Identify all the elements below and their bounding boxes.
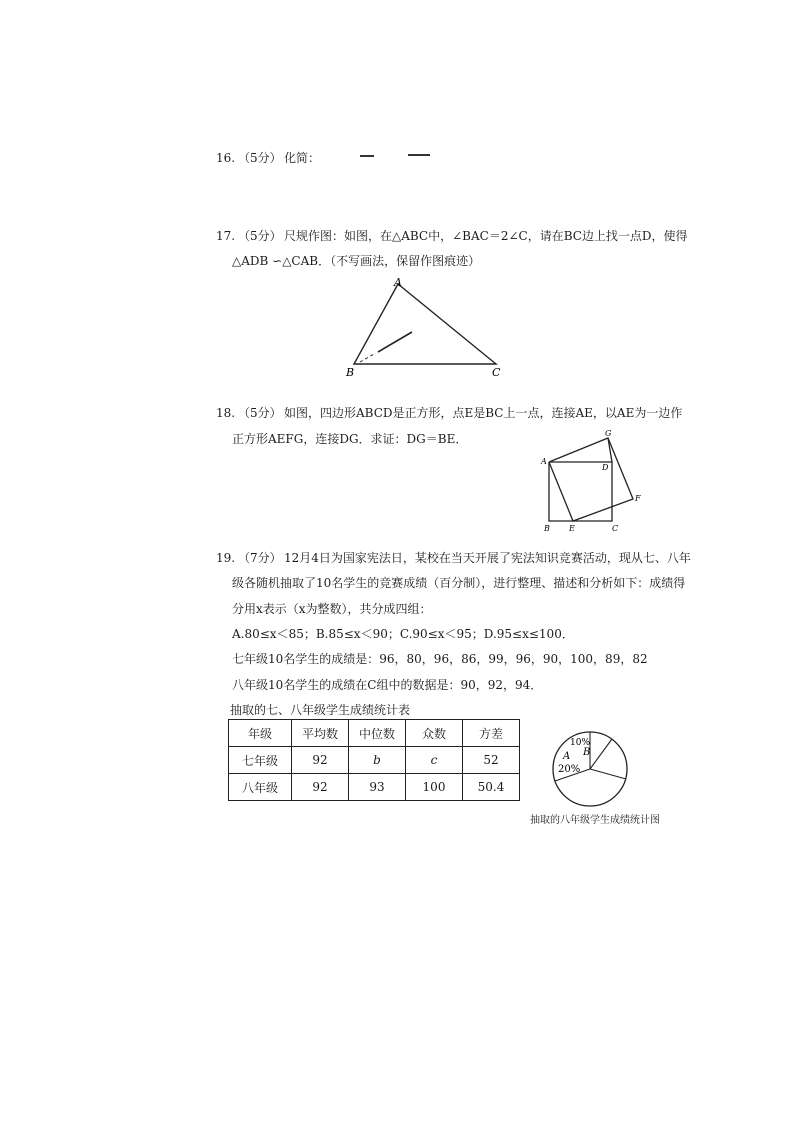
pie-caption: 抽取的八年级学生成绩统计图 bbox=[530, 815, 660, 826]
table-header-cell: 年级 bbox=[229, 720, 292, 747]
q16-number: 16. bbox=[216, 151, 236, 165]
q18-line1: 如图，四边形ABCD是正方形，点E是BC上一点，连接AE，以AE为一边作 bbox=[284, 406, 683, 420]
q19-grade8-c-group: 八年级10名学生的成绩在C组中的数据是：90，92，94． bbox=[232, 678, 543, 692]
q17-points: （5分） bbox=[238, 229, 282, 243]
table-cell: 八年级 bbox=[229, 774, 292, 801]
point-label-g: G bbox=[605, 429, 612, 438]
table-header-cell: 方差 bbox=[463, 720, 520, 747]
point-label-e: E bbox=[569, 524, 575, 533]
q19-line3: 分用x表示（x为整数），共分成四组： bbox=[232, 602, 432, 616]
pie-label-a-pct: 20% bbox=[558, 764, 581, 775]
table-row bbox=[229, 774, 520, 801]
pie-label-b: B bbox=[583, 747, 591, 758]
table-cell: c bbox=[406, 747, 463, 774]
vertex-label-b: B bbox=[346, 366, 355, 379]
triangle-abc bbox=[354, 284, 496, 364]
table-header-cell: 众数 bbox=[406, 720, 463, 747]
construction-trace-dash bbox=[360, 354, 374, 362]
q18-square-figure bbox=[538, 428, 648, 534]
q19-groups: A.80≤x＜85；B.85≤x＜90；C.90≤x＜95；D.95≤x≤100． bbox=[232, 627, 574, 641]
vertex-label-c: C bbox=[492, 366, 501, 379]
table-cell: 92 bbox=[292, 774, 349, 801]
table-cell: b bbox=[349, 747, 406, 774]
point-label-c: C bbox=[612, 524, 619, 533]
pie-divider-b bbox=[590, 739, 612, 769]
pie-label-a: A bbox=[563, 751, 571, 762]
q17-line2: △ADB ∽△CAB．（不写画法，保留作图痕迹） bbox=[232, 254, 481, 268]
table-row bbox=[229, 747, 520, 774]
table-cell: 100 bbox=[406, 774, 463, 801]
table-cell: 93 bbox=[349, 774, 406, 801]
q19-table-caption: 抽取的七、八年级学生成绩统计表 bbox=[230, 703, 411, 717]
vertex-label-a: A bbox=[394, 276, 402, 289]
q16-faded-fraction-bar bbox=[408, 154, 430, 156]
point-label-d: D bbox=[602, 463, 609, 472]
table-header-row bbox=[229, 720, 520, 747]
q18-number: 18. bbox=[216, 406, 236, 420]
table-cell: 92 bbox=[292, 747, 349, 774]
point-label-f: F bbox=[635, 494, 641, 503]
q19-number: 19. bbox=[216, 551, 236, 565]
pie-label-b-pct: 10% bbox=[570, 738, 591, 748]
q17-number: 17. bbox=[216, 229, 236, 243]
q16-faded-expression bbox=[360, 155, 374, 157]
point-label-b: B bbox=[544, 524, 550, 533]
table-cell: 七年级 bbox=[229, 747, 292, 774]
q19-grade7-scores: 七年级10名学生的成绩是：96，80，96，86，99，96，90，100，89，82 bbox=[232, 652, 648, 666]
q19-points: （7分） bbox=[238, 551, 282, 565]
q16-text: 化简： bbox=[284, 151, 321, 165]
q17-triangle-figure bbox=[340, 274, 510, 380]
table-cell: 52 bbox=[463, 747, 520, 774]
q19-line2: 级各随机抽取了10名学生的竞赛成绩（百分制），进行整理、描述和分析如下：成绩得 bbox=[232, 576, 686, 590]
square-aefg bbox=[549, 438, 633, 521]
q17-line1: 尺规作图：如图，在△ABC中，∠BAC＝2∠C，请在BC边上找一点D，使得 bbox=[284, 229, 688, 243]
q18-points: （5分） bbox=[238, 406, 282, 420]
table-header-cell: 平均数 bbox=[292, 720, 349, 747]
construction-trace bbox=[378, 332, 412, 352]
point-label-a: A bbox=[541, 457, 547, 466]
table-cell: 50.4 bbox=[463, 774, 520, 801]
pie-divider-c bbox=[590, 769, 626, 779]
q19-line1: 12月4日为国家宪法日，某校在当天开展了宪法知识竞赛活动，现从七、八年 bbox=[284, 551, 691, 565]
table-header-cell: 中位数 bbox=[349, 720, 406, 747]
pie-chart-figure bbox=[550, 729, 630, 809]
q16-points: （5分） bbox=[238, 151, 282, 165]
q18-line2: 正方形AEFG，连接DG．求证：DG＝BE． bbox=[232, 432, 468, 446]
stats-table bbox=[228, 719, 520, 801]
